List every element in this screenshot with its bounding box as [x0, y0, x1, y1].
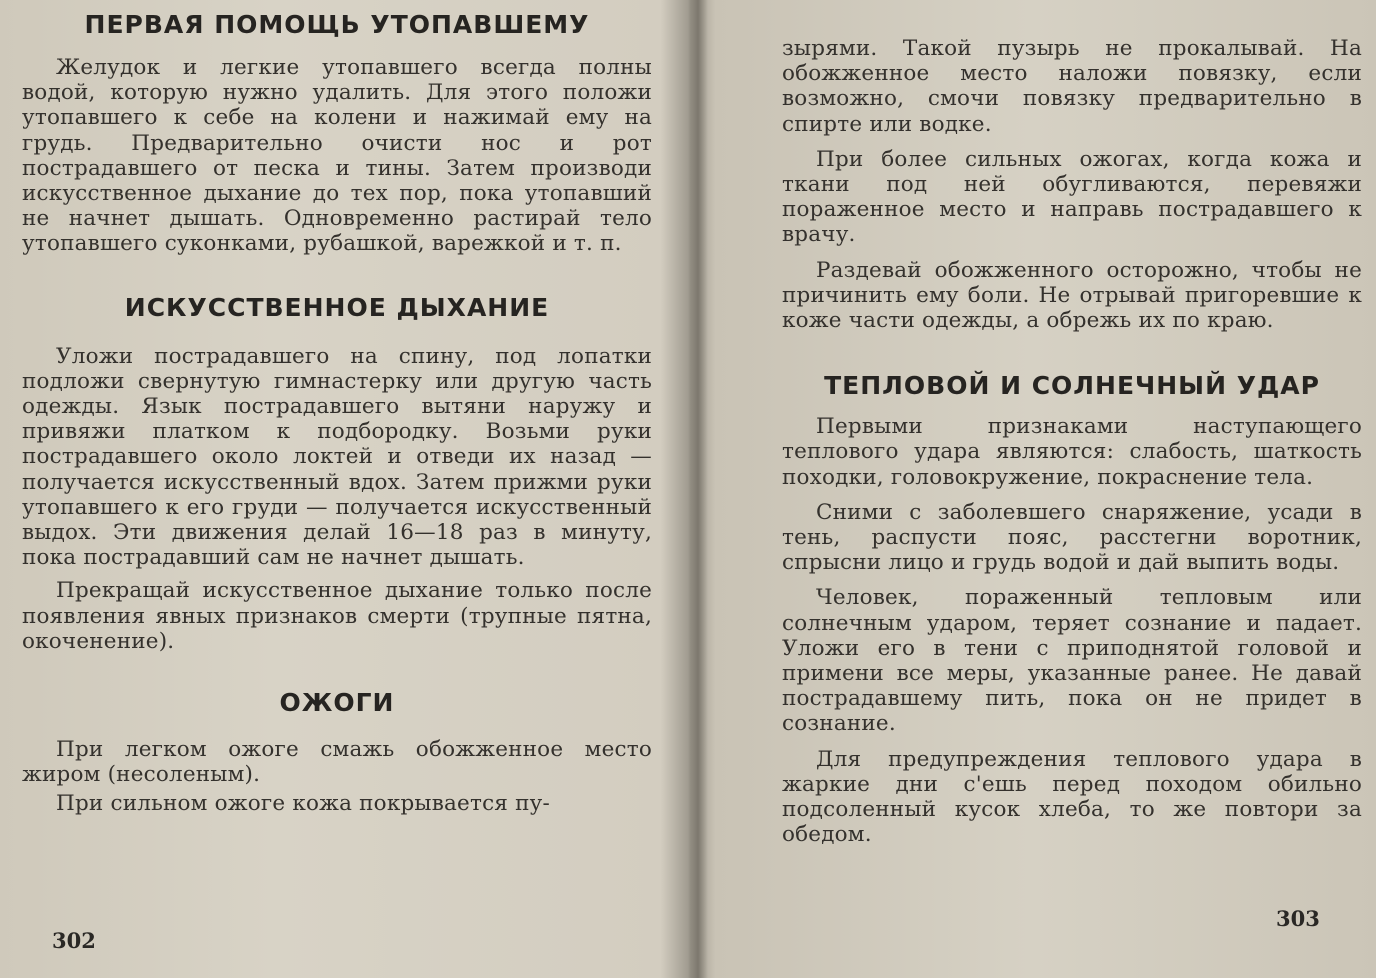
- heading-heat-sunstroke: ТЕПЛОВОЙ И СОЛНЕЧНЫЙ УДАР: [824, 371, 1320, 401]
- page-number-left: 302: [52, 928, 96, 953]
- paragraph-respiration-stop: Прекращай искусственное дыхание только после появления явных признаков смерти (трупные пятна, окоченение).: [22, 578, 652, 654]
- page-number-right: 303: [1276, 906, 1320, 931]
- paragraph-severe-burn-start: При сильном ожоге кожа покрывается пу-: [56, 791, 550, 817]
- paragraph-heatstroke-unconscious: Человек, пораженный тепловым или солнечным ударом, теряет сознание и падает. Уложи его в тени с приподнятой головой и примени все меры, указанные ранее. Не давай пострадавшему пить, пока он не придет в сознание.: [782, 585, 1362, 737]
- paragraph-respiration-method: Уложи пострадавшего на спину, под лопатки подложи свернутую гимнастерку или другую часть одежды. Язык пострадавшего вытяни наружу и привяжи платком к подбородку. Возьми руки пострадавшего около локтей и отведи их назад — получается искусственный вдох. Затем прижми руки утопавшего к его груди — получается искусственный выдох. Эти движения делай 16—18 раз в минуту, пока пострадавший сам не начнет дышать.: [22, 343, 652, 571]
- paragraph-severe-burns: При более сильных ожогах, когда кожа и ткани под ней обугливаются, перевяжи пораженное место и направь пострадавшего к врачу.: [782, 146, 1362, 248]
- paragraph-heatstroke-prevention: Для предупреждения теплового удара в жаркие дни с'ешь перед походом обильно подсоленный кусок хлеба, то же повтори за обедом.: [782, 746, 1362, 848]
- paragraph-drowning: Желудок и легкие утопавшего всегда полны водой, которую нужно удалить. Для этого положи утопавшего к себе на колени и нажимай ему на грудь. Предварительно очисти нос и рот пострадавшего от песка и тины. Затем производи искусственное дыхание до тех пор, пока утопавший не начнет дышать. Одновременно растирай тело утопавшего суконками, рубашкой, варежкой и т. п.: [22, 55, 652, 257]
- paragraph-heatstroke-signs: Первыми признаками наступающего теплового удара являются: слабость, шаткость походки, головокружение, покраснение тела.: [782, 414, 1362, 490]
- heading-artificial-respiration: ИСКУССТВЕННОЕ ДЫХАНИЕ: [124, 292, 550, 322]
- paragraph-light-burn: При легком ожоге смажь обожженное место жиром (несоленым).: [22, 737, 652, 788]
- paragraph-heatstroke-help: Сними с заболевшего снаряжение, усади в тень, распусти пояс, расстегни воротник, спрысни лицо и грудь водой и дай выпить воды.: [782, 499, 1362, 576]
- right-page: [706, 0, 1376, 978]
- book-gutter: [688, 0, 708, 978]
- heading-drowning-first-aid: ПЕРВАЯ ПОМОЩЬ УТОПАВШЕМУ: [84, 10, 590, 39]
- paragraph-burn-continuation: зырями. Такой пузырь не прокалывай. На обожженное место наложи повязку, если возможно, смочи повязку предварительно в спирте или водке.: [782, 36, 1362, 137]
- paragraph-undressing-burned: Раздевай обожженного осторожно, чтобы не причинить ему боли. Не отрывай пригоревшие к коже части одежды, а обрежь их по краю.: [782, 257, 1362, 334]
- heading-burns: ОЖОГИ: [279, 688, 395, 718]
